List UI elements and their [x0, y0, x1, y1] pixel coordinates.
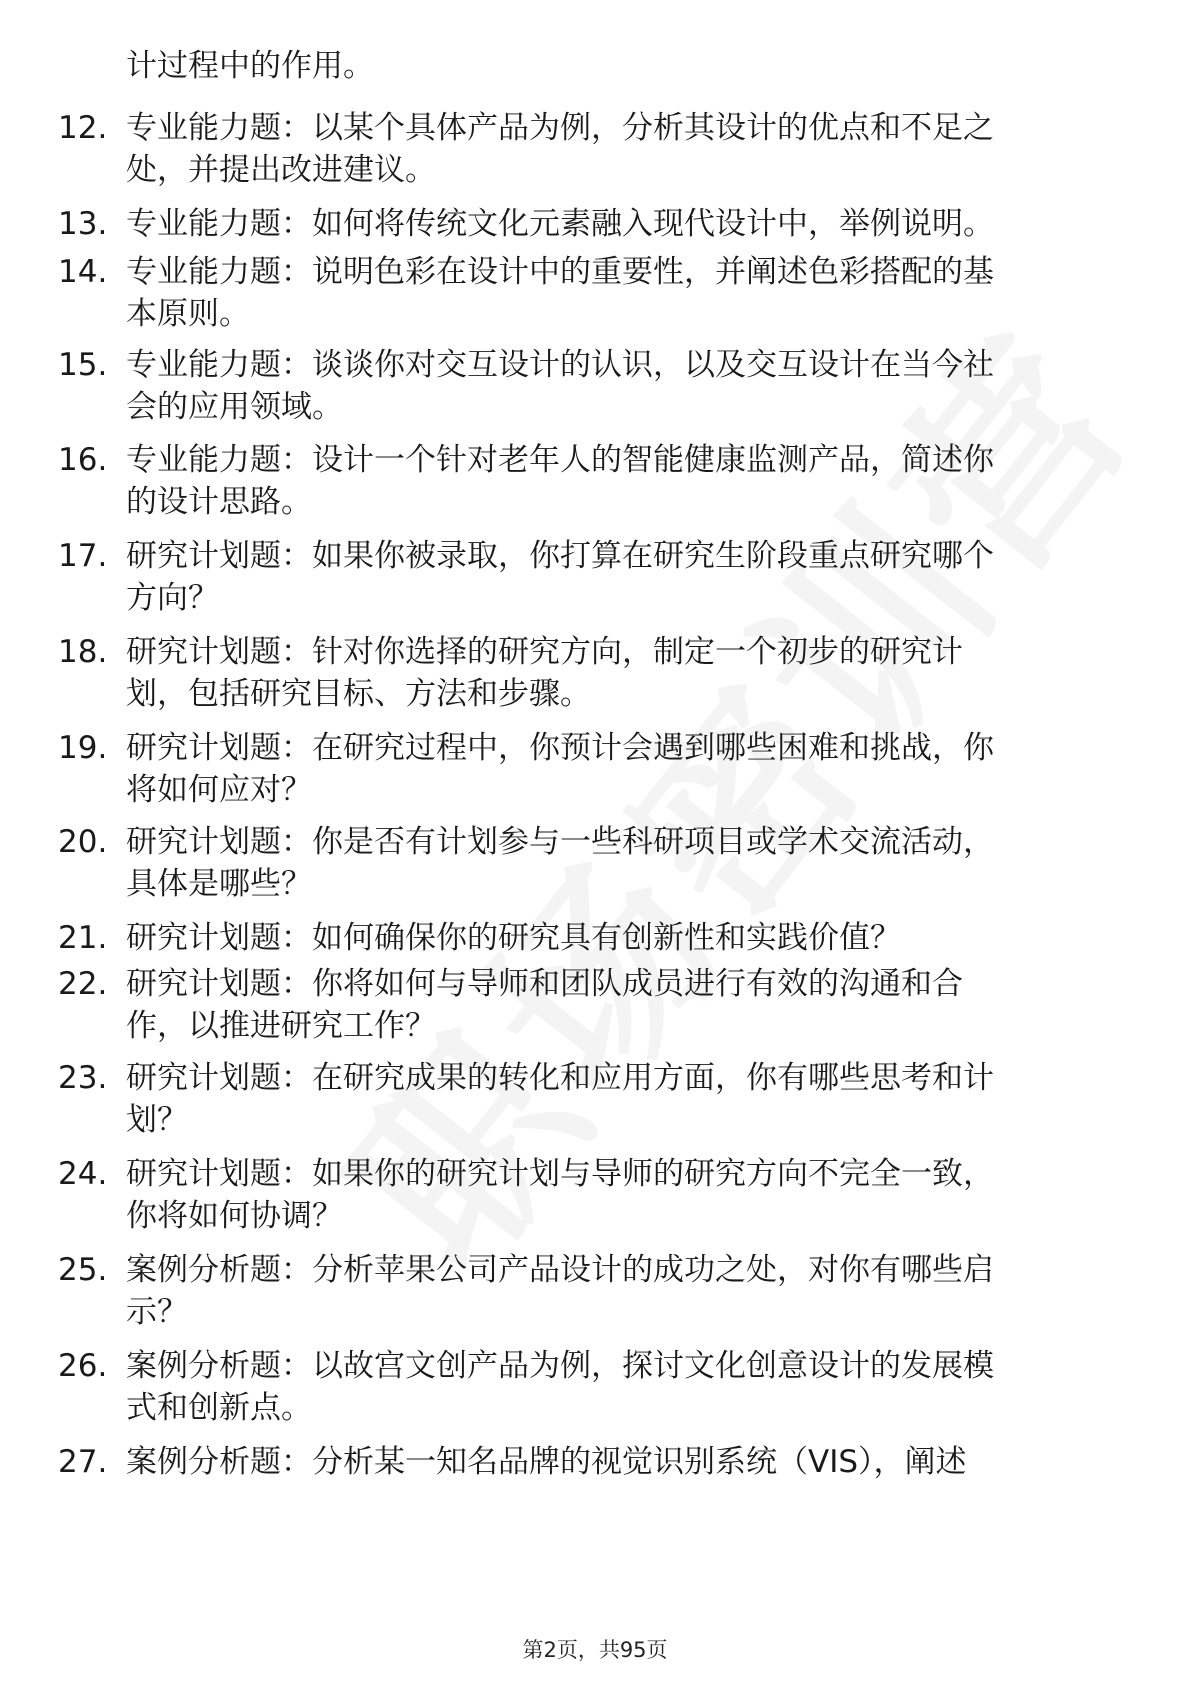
- list-item-text: 专业能力题：如何将传统文化元素融入现代设计中，举例说明。: [126, 206, 994, 242]
- list-item-text: 处，并提出改进建议。: [126, 152, 436, 188]
- list-item-text: 具体是哪些？: [126, 866, 312, 902]
- page-footer: 第2页，共95页: [522, 1638, 668, 1662]
- list-item-text: 专业能力题：说明色彩在设计中的重要性，并阐述色彩搭配的基: [126, 254, 994, 290]
- list-item-number: 22.: [58, 966, 108, 1002]
- list-item-text: 研究计划题：如何确保你的研究具有创新性和实践价值？: [126, 920, 901, 956]
- list-item-text: 专业能力题：以某个具体产品为例，分析其设计的优点和不足之: [126, 110, 994, 146]
- list-item-number: 21.: [58, 920, 108, 956]
- list-item-text: 研究计划题：你将如何与导师和团队成员进行有效的沟通和合: [126, 966, 963, 1002]
- list-item-text: 划，包括研究目标、方法和步骤。: [126, 676, 591, 712]
- list-item-text: 案例分析题：分析某一知名品牌的视觉识别系统（VIS），阐述: [126, 1444, 967, 1480]
- list-item-text: 专业能力题：谈谈你对交互设计的认识，以及交互设计在当今社: [126, 347, 994, 383]
- list-item-text: 研究计划题：你是否有计划参与一些科研项目或学术交流活动，: [126, 824, 994, 860]
- list-item-text: 会的应用领域。: [126, 389, 343, 425]
- continuation-text: 计过程中的作用。: [126, 48, 374, 84]
- list-item-text: 研究计划题：如果你的研究计划与导师的研究方向不完全一致，: [126, 1156, 994, 1192]
- list-item-text: 本原则。: [126, 296, 250, 332]
- list-item-number: 20.: [58, 824, 108, 860]
- list-item-number: 15.: [58, 347, 108, 383]
- list-item-number: 14.: [58, 254, 108, 290]
- list-item-text: 的设计思路。: [126, 484, 312, 520]
- list-item-text: 示？: [126, 1294, 188, 1330]
- list-item-text: 作，以推进研究工作？: [126, 1008, 436, 1044]
- list-item-text: 你将如何协调？: [126, 1198, 343, 1234]
- list-item-number: 26.: [58, 1348, 108, 1384]
- list-item-text: 研究计划题：如果你被录取，你打算在研究生阶段重点研究哪个: [126, 538, 994, 574]
- list-item-number: 24.: [58, 1156, 108, 1192]
- list-item-number: 19.: [58, 730, 108, 766]
- list-item-number: 16.: [58, 442, 108, 478]
- list-item-text: 案例分析题：分析苹果公司产品设计的成功之处，对你有哪些启: [126, 1252, 994, 1288]
- list-item-text: 划？: [126, 1102, 188, 1138]
- list-item-text: 方向？: [126, 580, 219, 616]
- list-item-text: 研究计划题：在研究过程中，你预计会遇到哪些困难和挑战，你: [126, 730, 994, 766]
- list-item-number: 17.: [58, 538, 108, 574]
- list-item-text: 式和创新点。: [126, 1390, 312, 1426]
- list-item-text: 研究计划题：针对你选择的研究方向，制定一个初步的研究计: [126, 634, 963, 670]
- list-item-number: 25.: [58, 1252, 108, 1288]
- list-item-text: 专业能力题：设计一个针对老年人的智能健康监测产品，简述你: [126, 442, 994, 478]
- list-item-number: 18.: [58, 634, 108, 670]
- list-item-number: 27.: [58, 1444, 108, 1480]
- list-item-number: 12.: [58, 110, 108, 146]
- list-item-text: 案例分析题：以故宫文创产品为例，探讨文化创意设计的发展模: [126, 1348, 994, 1384]
- list-item-text: 将如何应对？: [126, 772, 312, 808]
- list-item-text: 研究计划题：在研究成果的转化和应用方面，你有哪些思考和计: [126, 1060, 994, 1096]
- list-item-number: 13.: [58, 206, 108, 242]
- list-item-number: 23.: [58, 1060, 108, 1096]
